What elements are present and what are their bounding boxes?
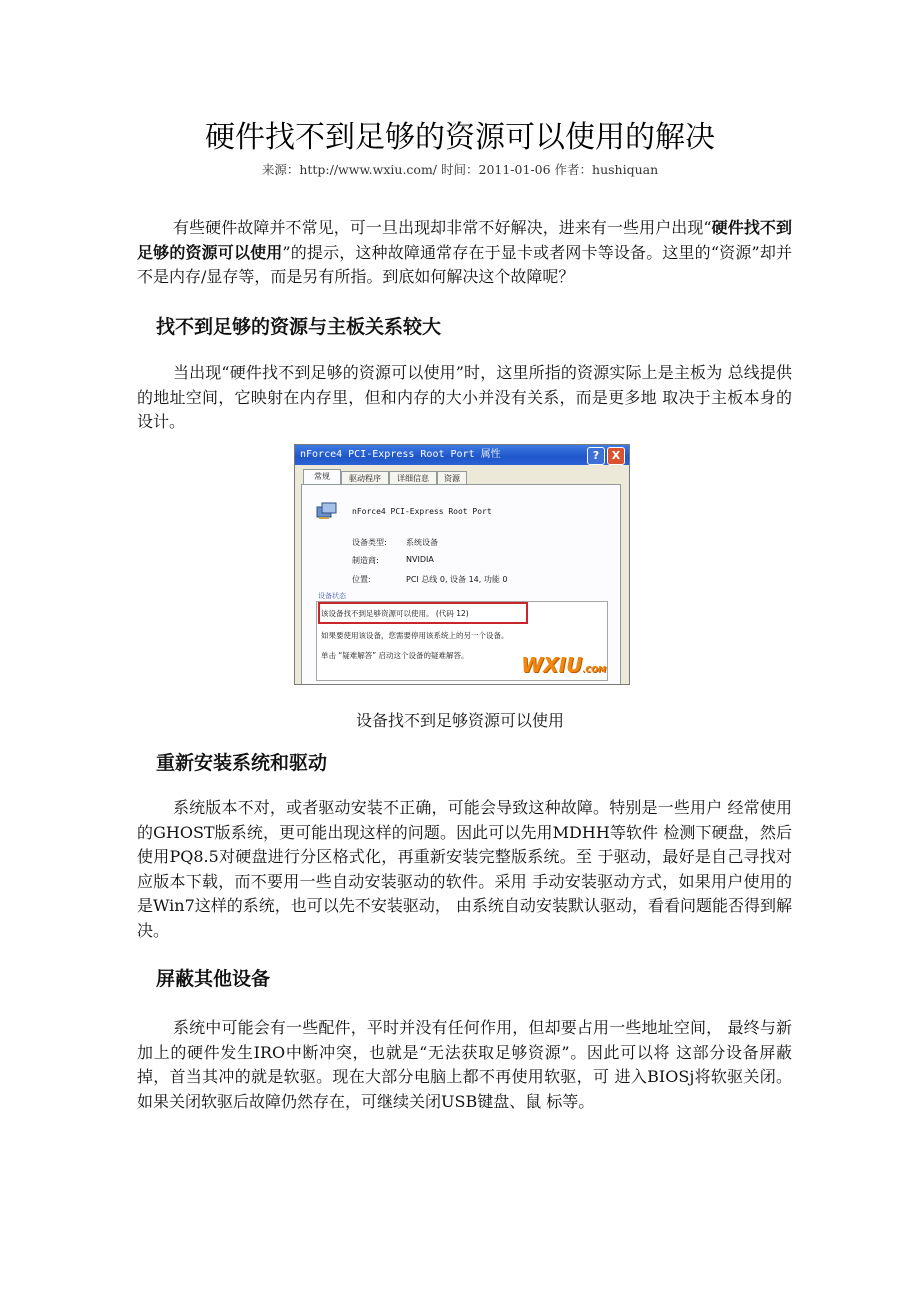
help-button[interactable]: ? xyxy=(587,447,605,465)
section1-paragraph: 当出现“硬件找不到足够的资源可以使用”时，这里所指的资源实际上是主板为 总线提供的地址空间，它映射在内存里，但和内存的大小并没有关系，而是更多地 取决于主板本身的设计。 xyxy=(137,363,792,431)
status-line-1: 该设备找不到足够资源可以使用。 (代码 12) xyxy=(321,609,469,618)
device-name: nForce4 PCI-Express Root Port xyxy=(352,507,492,516)
properties-dialog-screenshot xyxy=(294,444,630,685)
wxiu-watermark-logo xyxy=(521,653,606,677)
general-tab-panel xyxy=(301,484,621,685)
device-type-label: 设备类型: xyxy=(352,538,387,547)
status-line-2: 如果要使用该设备，您需要停用该系统上的另一个设备。 xyxy=(321,631,509,640)
intro-text-a: 有些硬件故障并不常见，可一旦出现却非常不好解决，进来有一些用户出现“ xyxy=(173,218,712,237)
watermark-text: WXIU xyxy=(521,653,583,677)
tab-general[interactable]: 常规 xyxy=(303,469,341,485)
device-status-group-label: 设备状态 xyxy=(318,592,346,600)
manufacturer-label: 制造商: xyxy=(352,556,379,565)
device-type-value: 系统设备 xyxy=(406,538,438,547)
manufacturer-value: NVIDIA xyxy=(406,555,434,564)
error-highlight-box xyxy=(318,602,528,624)
section3-paragraph: 系统中可能会有一些配件，平时并没有任何作用，但却要占用一些地址空间， 最终与新加上的硬件发生IRO中断冲突，也就是“无法获取足够资源”。因此可以将 这部分设备屏蔽掉，首当其冲的就是软驱。现在大部分电脑上都不再使用软驱，可 进入BIOSj将软驱关闭。如果关闭软驱后故障仍然存在，可继续关闭USB键盘、鼠 标等。 xyxy=(137,1018,792,1111)
close-button[interactable]: X xyxy=(607,447,625,465)
intro-bold-phrase: 硬件找不到足够的资源可以使用 xyxy=(137,218,792,262)
figure-caption: 设备找不到足够资源可以使用 xyxy=(355,711,564,730)
watermark-suffix: .COM xyxy=(582,665,606,674)
section3-heading: 屏蔽其他设备 xyxy=(156,968,271,990)
dialog-title-bar: nForce4 PCI-Express Root Port 属性 xyxy=(295,445,629,465)
tab-driver[interactable]: 驱动程序 xyxy=(341,471,389,485)
location-value: PCI 总线 0, 设备 14, 功能 0 xyxy=(406,575,508,584)
section2-heading: 重新安装系统和驱动 xyxy=(156,752,328,774)
intro-text-b: ”的提示，这种故障通常存在于显卡或者网卡等设备。这里的“资源”却并不是内存/显存等，而是另有所指。到底如何解决这个故障呢？ xyxy=(137,242,792,286)
section1-heading: 找不到足够的资源与主板关系较大 xyxy=(156,316,442,338)
article-meta: 来源：http://www.wxiu.com/ 时间：2011-01-06 作者：hushiquan xyxy=(261,162,659,177)
tab-details[interactable]: 详细信息 xyxy=(389,471,437,485)
location-label: 位置: xyxy=(352,575,371,584)
tab-resources[interactable]: 资源 xyxy=(437,471,467,485)
intro-paragraph xyxy=(137,216,792,290)
device-card-icon xyxy=(316,501,338,521)
page-title: 硬件找不到足够的资源可以使用的解决 xyxy=(205,120,715,156)
status-line-3: 单击 “疑难解答” 启动这个设备的疑难解答。 xyxy=(321,651,469,660)
section2-paragraph: 系统版本不对，或者驱动安装不正确，可能会导致这种故障。特别是一些用户 经常使用的GHOST版系统，更可能出现这样的问题。因此可以先用MDHH等软件 检测下硬盘，然后使用PQ8.5对硬盘进行分区格式化，再重新安装完整版系统。至 于驱动，最好是自己寻找对应版本下载，而不要用一些自动安装驱动的软件。采用 手动安装驱动方式，如果用户使用的是Win7这样的系统，也可以先不安装驱动， 由系统自动安装默认驱动，看看问题能否得到解决。 xyxy=(137,798,792,940)
